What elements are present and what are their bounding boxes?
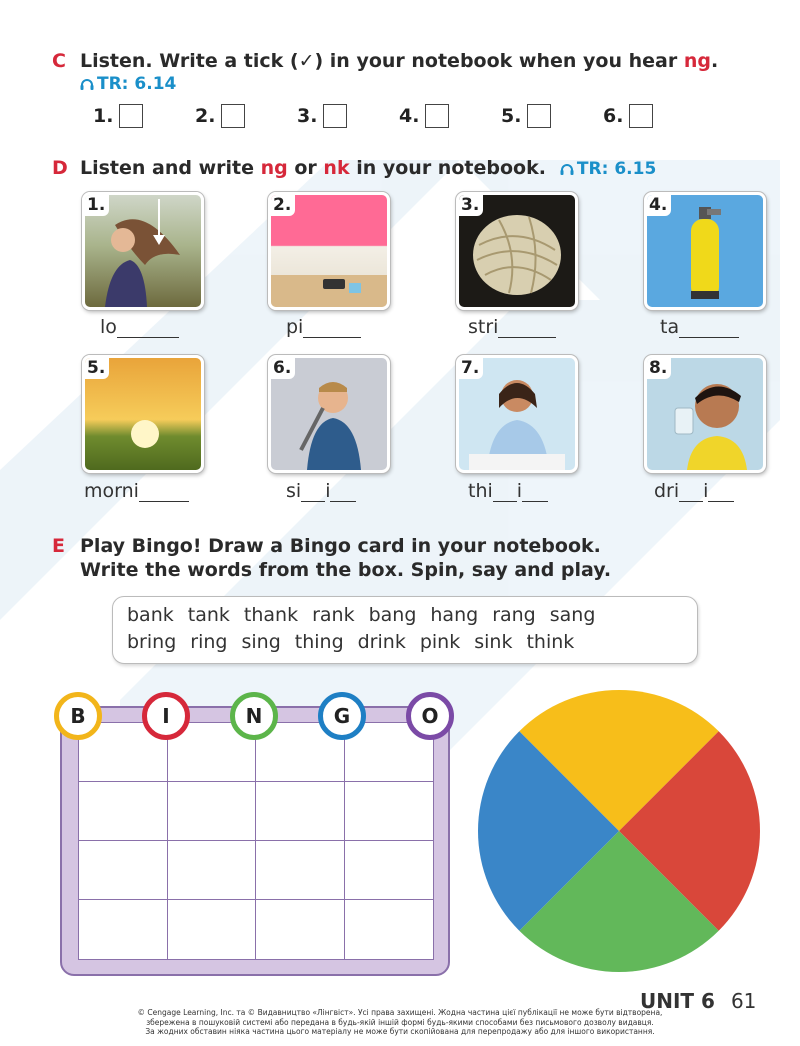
tick-list [93,104,683,128]
word: hang [430,604,479,626]
bingo-cell[interactable] [79,900,168,959]
word: thank [243,604,299,626]
bingo-cell[interactable] [256,900,345,959]
word-row [127,604,609,626]
section-d-instruction: Listen and write ng or nk in your notebook. [80,157,546,179]
word: pink [419,631,461,653]
bingo-ball-g: G [318,692,366,740]
tick-item: 1. [93,104,195,128]
photo-girl-thinking: 7. [456,355,578,473]
word: think [526,631,575,653]
word: rang [492,604,536,626]
word: bring [127,631,177,653]
photo-girl-long-hair: 1. [82,192,204,310]
section-letter: D [52,157,68,179]
word-caption: stri [468,316,556,338]
word: bang [368,604,417,626]
section-e-instruction-line1: Play Bingo! Draw a Bingo card in your notebook. [80,535,601,557]
bingo-grid [78,722,434,960]
bingo-cell[interactable] [168,841,257,900]
photo-ball-of-string: 3. [456,192,578,310]
word-caption: ta [660,316,739,338]
bingo-cell[interactable] [168,900,257,959]
word: drink [357,631,406,653]
section-c-instruction: Listen. Write a tick (✓) in your notebook when you hear ng. [80,50,719,72]
tick-item: 5. [501,104,603,128]
section-e-instruction-line2: Write the words from the box. Spin, say and play. [80,559,612,581]
answer-blank[interactable] [139,483,189,502]
copyright-notice: © Cengage Learning, Inc. та © Видавництво «Лінгвіст». Усі права захищені. Жодна частина цієї публікації не може бути відтворена, збережена в пошуковій системі або передана в будь-якій іншій формі будь-якими способами без письмового дозволу видавця. За жодних обставин ніяка частина цього матеріалу не може бути скопійована для перепродажу або для іншого використання. [137,1008,663,1036]
bingo-ball-b: B [54,692,102,740]
tick-checkbox[interactable] [119,104,143,128]
tick-checkbox[interactable] [221,104,245,128]
word: ring [190,631,228,653]
answer-blank[interactable] [117,319,179,338]
section-e-heading [52,535,611,581]
audio-track[interactable]: TR: 6.14 [80,74,718,94]
headphones-icon [80,78,94,90]
photo-sunrise: 5. [82,355,204,473]
tick-checkbox[interactable] [629,104,653,128]
word-caption: si i [286,480,356,502]
photo-boy-drinking: 8. [644,355,766,473]
answer-blank[interactable] [330,483,356,502]
word-caption: dri i [654,480,734,502]
bingo-ball-i: I [142,692,190,740]
tick-item: 3. [297,104,399,128]
word: sing [241,631,281,653]
bingo-cell[interactable] [345,782,434,841]
word: sink [474,631,513,653]
word-caption: lo [100,316,179,338]
bingo-cell[interactable] [168,782,257,841]
answer-blank[interactable] [301,483,325,502]
answer-blank[interactable] [679,483,703,502]
word: thing [294,631,344,653]
word-box [112,596,698,664]
word: bank [127,604,174,626]
word-caption: pi [286,316,361,338]
section-letter: E [52,535,65,557]
tick-item: 6. [603,104,683,128]
tick-item: 2. [195,104,297,128]
bingo-ball-o: O [406,692,454,740]
answer-blank[interactable] [498,319,556,338]
bingo-cell[interactable] [345,900,434,959]
word: sang [549,604,596,626]
tick-checkbox[interactable] [323,104,347,128]
bingo-cell[interactable] [256,782,345,841]
photo-air-tank: 4. [644,192,766,310]
audio-track[interactable]: TR: 6.15 [560,159,656,179]
bingo-cell[interactable] [256,841,345,900]
page-number: 61 [730,989,757,1013]
answer-blank[interactable] [679,319,739,338]
word: rank [312,604,355,626]
word-row [127,631,588,653]
bingo-ball-n: N [230,692,278,740]
section-c [52,50,718,94]
word: tank [187,604,230,626]
word-caption: morni [84,480,189,502]
answer-blank[interactable] [303,319,361,338]
answer-blank[interactable] [493,483,517,502]
photo-boy-singing: 6. [268,355,390,473]
bingo-cell[interactable] [79,841,168,900]
word-caption: thi i [468,480,548,502]
bingo-cell[interactable] [79,782,168,841]
section-d-heading [52,157,656,179]
tick-checkbox[interactable] [425,104,449,128]
tick-item: 4. [399,104,501,128]
photo-pink-wall: 2. [268,192,390,310]
answer-blank[interactable] [522,483,548,502]
bingo-card [60,706,450,976]
answer-blank[interactable] [708,483,734,502]
unit-label: UNIT 6 [640,989,715,1013]
section-letter: C [52,50,66,72]
tick-checkbox[interactable] [527,104,551,128]
headphones-icon [560,163,574,175]
spinner-wheel[interactable] [478,690,760,972]
bingo-cell[interactable] [345,841,434,900]
